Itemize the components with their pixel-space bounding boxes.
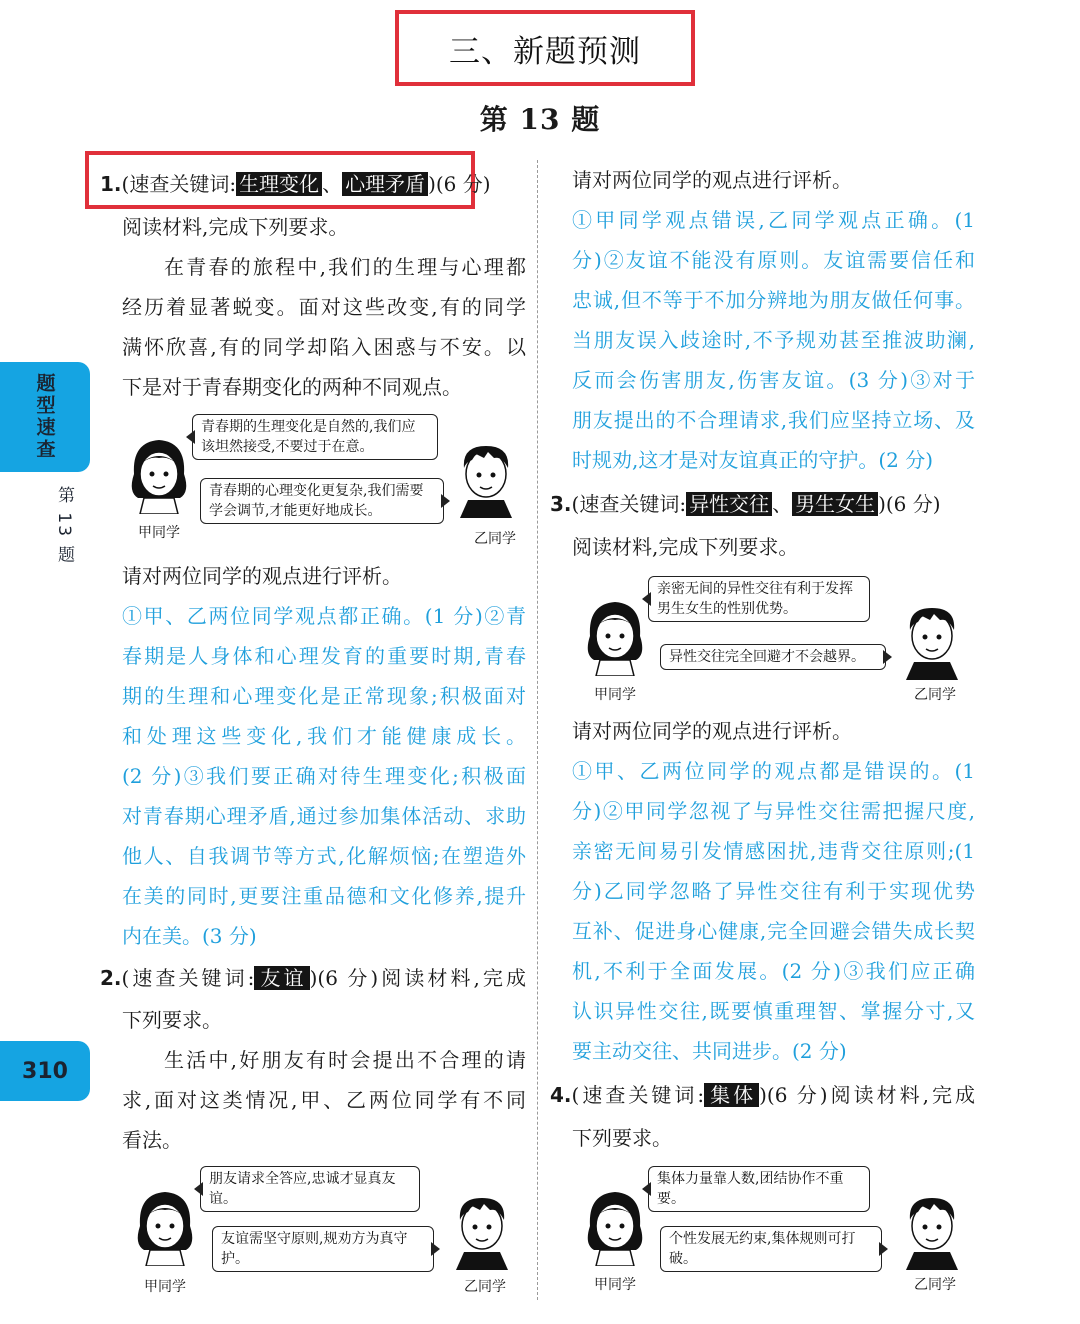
q3-answer-line: 要主动交往、共同进步。(2 分) — [572, 1039, 847, 1063]
q1-answer-line: (2 分)③我们要正确对待生理变化;积极面 — [122, 764, 526, 788]
q4-header — [550, 1075, 975, 1115]
q4-line: 下列要求。 — [572, 1126, 672, 1150]
q4-cartoon — [576, 1162, 976, 1302]
side-tab[interactable] — [0, 362, 90, 472]
q4-bubble-b: 个性发展无约束,集体规则可打破。 — [660, 1226, 882, 1272]
q2-answer-line: 朋友提出的不合理请求,我们应坚持立场、及 — [572, 408, 975, 432]
girl-illustration — [124, 434, 194, 514]
q3-bubble-a: 亲密无间的异性交往有利于发挥男生女生的性别优势。 — [648, 576, 870, 622]
q1-line: 经历着显著蜕变。面对这些改变,有的同学 — [122, 295, 526, 319]
section-title-box — [395, 10, 695, 86]
q3-answer-line: 分)②甲同学忽视了与异性交往需把握尺度, — [572, 799, 975, 823]
q3-pre: (速查关键词: — [571, 492, 687, 516]
boy-illustration — [894, 600, 970, 680]
q1-answer-line: 内在美。(3 分) — [122, 924, 257, 948]
q1-bubble-a: 青春期的生理变化是自然的,我们应该坦然接受,不要过于在意。 — [192, 414, 438, 460]
q2-line: 看法。 — [122, 1128, 182, 1152]
q1-line: 下是对于青春期变化的两种不同观点。 — [122, 375, 462, 399]
q1-answer-line: 春期是人身体和心理发育的重要时期,青春 — [122, 644, 526, 668]
q2-bubble-b: 友谊需坚守原则,规劝方为真守护。 — [212, 1226, 434, 1272]
q2-student-a: 甲同学 — [144, 1279, 186, 1295]
q2-keyword-1: 友谊 — [254, 966, 309, 990]
q3-keyword-2: 男生女生 — [792, 492, 878, 516]
side-sub-label: 第 13 题 — [54, 486, 74, 565]
q4-pre: (速查关键词: — [571, 1083, 705, 1107]
q1-header — [100, 164, 526, 204]
q2-student-b: 乙同学 — [464, 1279, 506, 1295]
q3-number: 3. — [550, 492, 572, 516]
q1-line: 在青春的旅程中,我们的生理与心理都 — [164, 255, 526, 279]
q2-answer-line: 时规劝,这才是对友谊真正的守护。(2 分) — [572, 448, 934, 472]
q1-student-a: 甲同学 — [138, 525, 180, 541]
q1-answer-line: 对青春期心理矛盾,通过参加集体活动、求助 — [122, 804, 526, 828]
q4-bubble-a: 集体力量靠人数,团结协作不重要。 — [648, 1166, 870, 1212]
q3-answer-line: 互补、促进身心健康,完全回避会错失成长契 — [572, 919, 975, 943]
question-title: 第 13 题 — [479, 103, 601, 136]
boy-illustration — [894, 1190, 970, 1270]
q2-answer-line: 分)②友谊不能没有原则。友谊需要信任和 — [572, 248, 975, 272]
q2-bubble-a: 朋友请求全答应,忠诚才显真友谊。 — [200, 1166, 420, 1212]
q3-answer-line: 认识异性交往,既要慎重理智、掌握分寸,又 — [572, 999, 975, 1023]
q4-student-a: 甲同学 — [594, 1277, 636, 1293]
q3-cartoon — [576, 572, 976, 712]
q4-student-b: 乙同学 — [914, 1277, 956, 1293]
q3-answer-line: ①甲、乙两位同学的观点都是错误的。(1 — [572, 759, 975, 783]
q1-answer-line: 在美的同时,更要注重品德和文化修养,提升 — [122, 884, 526, 908]
q1-answer-line: ①甲、乙两位同学观点都正确。(1 分)②青 — [122, 604, 526, 628]
q2-post: )(6 分)阅读材料,完成 — [309, 966, 526, 990]
q1-line: 阅读材料,完成下列要求。 — [122, 215, 349, 239]
column-divider — [537, 160, 538, 1300]
q2-pre: (速查关键词: — [121, 966, 255, 990]
q3-answer-line: 亲密无间易引发情感困扰,违背交往原则;(1 — [572, 839, 975, 863]
q1-answer-line: 他人、自我调节等方式,化解烦恼;在塑造外 — [122, 844, 526, 868]
q2-line: 求,面对这类情况,甲、乙两位同学有不同 — [122, 1088, 526, 1112]
q3-answer-line: 分)乙同学忽略了异性交往有利于实现优势 — [572, 879, 975, 903]
q3-student-a: 甲同学 — [594, 687, 636, 703]
q4-number: 4. — [550, 1083, 572, 1107]
girl-illustration — [580, 596, 650, 676]
q2-line: 生活中,好朋友有时会提出不合理的请 — [164, 1048, 526, 1072]
q2-cartoon — [126, 1162, 526, 1302]
q1-number: 1. — [100, 172, 122, 196]
q1-keyword-2: 心理矛盾 — [342, 172, 428, 196]
q3-answer-line: 机,不利于全面发展。(2 分)③我们应正确 — [572, 959, 975, 983]
q4-post: )(6 分)阅读材料,完成 — [759, 1083, 975, 1107]
q3-header — [550, 484, 975, 524]
q3-line: 阅读材料,完成下列要求。 — [572, 535, 799, 559]
q1-answer-line: 期的生理和心理变化是正常现象;积极面对 — [122, 684, 526, 708]
section-title: 三、新题预测 — [449, 33, 641, 70]
girl-illustration — [130, 1186, 200, 1266]
side-tab-label: 题型速查 — [33, 373, 56, 461]
q2-number: 2. — [100, 966, 122, 990]
q1-cartoon — [120, 410, 530, 550]
boy-illustration — [448, 438, 524, 518]
q1-prompt: 请对两位同学的观点进行评析。 — [122, 564, 402, 588]
q1-post: )(6 分) — [428, 172, 491, 196]
q1-pre: (速查关键词: — [121, 172, 237, 196]
page-number: 310 — [22, 1058, 68, 1084]
boy-illustration — [444, 1190, 520, 1270]
q2-answer-line: 忠诚,但不等于不加分辨地为朋友做任何事。 — [572, 288, 975, 312]
q2-answer-line: 反而会伤害朋友,伤害友谊。(3 分)③对于 — [572, 368, 975, 392]
q3-sep: 、 — [772, 492, 793, 516]
q2-answer-line: ①甲同学观点错误,乙同学观点正确。(1 — [572, 208, 975, 232]
q1-line: 满怀欣喜,有的同学却陷入困惑与不安。以 — [122, 335, 526, 359]
q1-answer-line: 和处理这些变化,我们才能健康成长。 — [122, 724, 526, 748]
q1-sep: 、 — [322, 172, 343, 196]
q3-bubble-b: 异性交往完全回避才不会越界。 — [660, 644, 886, 670]
q4-keyword-1: 集体 — [704, 1083, 759, 1107]
q1-student-b: 乙同学 — [474, 531, 516, 547]
page-number-tab — [0, 1041, 90, 1101]
q1-keyword-1: 生理变化 — [236, 172, 322, 196]
q1-bubble-b: 青春期的心理变化更复杂,我们需要学会调节,才能更好地成长。 — [200, 478, 444, 524]
q3-prompt: 请对两位同学的观点进行评析。 — [572, 719, 852, 743]
q2-prompt: 请对两位同学的观点进行评析。 — [572, 168, 852, 192]
q3-keyword-1: 异性交往 — [686, 492, 772, 516]
q2-line: 下列要求。 — [122, 1008, 222, 1032]
q2-answer-line: 当朋友误入歧途时,不予规劝甚至推波助澜, — [572, 328, 975, 352]
q2-header — [100, 958, 526, 998]
girl-illustration — [580, 1186, 650, 1266]
q3-post: )(6 分) — [878, 492, 941, 516]
q3-student-b: 乙同学 — [914, 687, 956, 703]
